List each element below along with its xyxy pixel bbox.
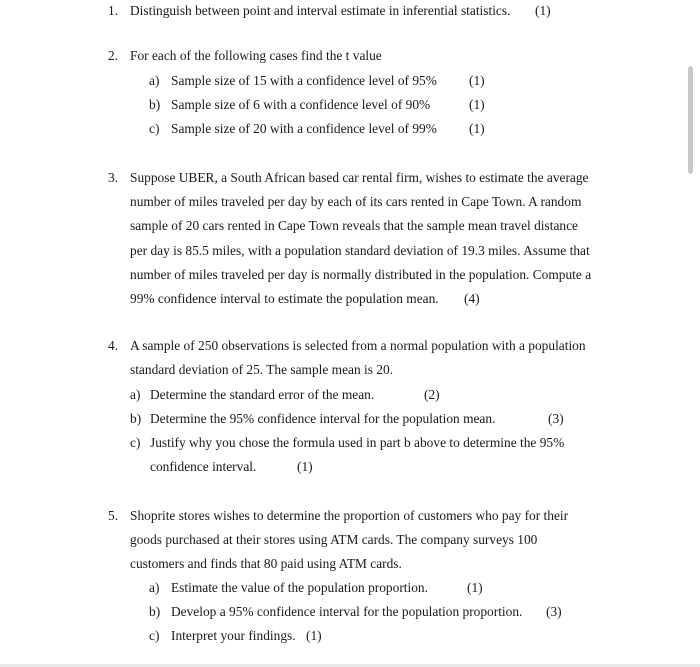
q5-part-b-label: b) xyxy=(149,604,161,619)
q5-part-b-text: Develop a 95% confidence interval for the population proportion. xyxy=(171,604,523,619)
q2-number: 2. xyxy=(108,48,119,63)
q3-line-1: Suppose UBER, a South African based car rental firm, wishes to estimate the average xyxy=(130,170,589,185)
q1-text: Distinguish between point and interval estimate in inferential statistics. xyxy=(130,3,511,18)
q3-number: 3. xyxy=(108,170,119,185)
q2-part-b-text: Sample size of 6 with a confidence level of 90% xyxy=(171,97,431,112)
q2-part-b-label: b) xyxy=(149,97,161,112)
q4-part-b-marks: (3) xyxy=(548,411,564,426)
q5-line-1: Shoprite stores wishes to determine the proportion of customers who pay for their xyxy=(130,508,569,523)
q4-part-c-label: c) xyxy=(130,435,141,450)
q4-part-a-marks: (2) xyxy=(424,387,440,402)
q5-part-b-marks: (3) xyxy=(546,604,562,619)
q2-part-a-label: a) xyxy=(149,73,160,88)
q5-part-a-marks: (1) xyxy=(467,580,483,595)
q4-part-c-text-continued: confidence interval. xyxy=(150,459,257,474)
q4-part-c-marks: (1) xyxy=(297,459,313,474)
q4-number: 4. xyxy=(108,338,119,353)
q3-line-3: sample of 20 cars rented in Cape Town reveals that the sample mean travel distance xyxy=(130,218,578,233)
q1-number: 1. xyxy=(108,3,119,18)
q3-marks: (4) xyxy=(464,291,480,306)
q3-line-2: number of miles traveled per day by each of its cars rented in Cape Town. A random xyxy=(130,194,582,209)
q4-part-b-label: b) xyxy=(130,411,142,426)
vertical-scrollbar-thumb[interactable] xyxy=(688,66,693,174)
q2-part-a-text: Sample size of 15 with a confidence level of 95% xyxy=(171,73,437,88)
q2-part-c-text: Sample size of 20 with a confidence level of 99% xyxy=(171,121,437,136)
q3-line-6: 99% confidence interval to estimate the population mean. xyxy=(130,291,439,306)
q1-marks: (1) xyxy=(535,3,551,18)
q4-part-b-text: Determine the 95% confidence interval for the population mean. xyxy=(150,411,496,426)
q5-part-c-marks: (1) xyxy=(306,628,322,643)
q3-line-4: per day is 85.5 miles, with a population standard deviation of 19.3 miles. Assume that xyxy=(130,243,590,258)
q4-part-c-text: Justify why you chose the formula used in part b above to determine the 95% xyxy=(150,435,565,450)
q5-number: 5. xyxy=(108,508,119,523)
q4-line-2: standard deviation of 25. The sample mean is 20. xyxy=(130,362,394,377)
q5-part-c-label: c) xyxy=(149,628,160,643)
q2-part-c-label: c) xyxy=(149,121,160,136)
q4-part-a-label: a) xyxy=(130,387,141,402)
q2-part-c-marks: (1) xyxy=(469,121,485,136)
q2-part-b-marks: (1) xyxy=(469,97,485,112)
q5-part-a-label: a) xyxy=(149,580,160,595)
q4-part-a-text: Determine the standard error of the mean. xyxy=(150,387,375,402)
q3-line-5: number of miles traveled per day is normally distributed in the population. Compute a xyxy=(130,267,592,282)
q2-text: For each of the following cases find the t value xyxy=(130,48,382,63)
q5-part-a-text: Estimate the value of the population proportion. xyxy=(171,580,428,595)
q2-part-a-marks: (1) xyxy=(469,73,485,88)
q5-line-3: customers and finds that 80 paid using ATM cards. xyxy=(130,556,402,571)
q5-line-2: goods purchased at their stores using ATM cards. The company surveys 100 xyxy=(130,532,538,547)
q5-part-c-text: Interpret your findings. xyxy=(171,628,296,643)
q4-line-1: A sample of 250 observations is selected from a normal population with a population xyxy=(130,338,586,353)
